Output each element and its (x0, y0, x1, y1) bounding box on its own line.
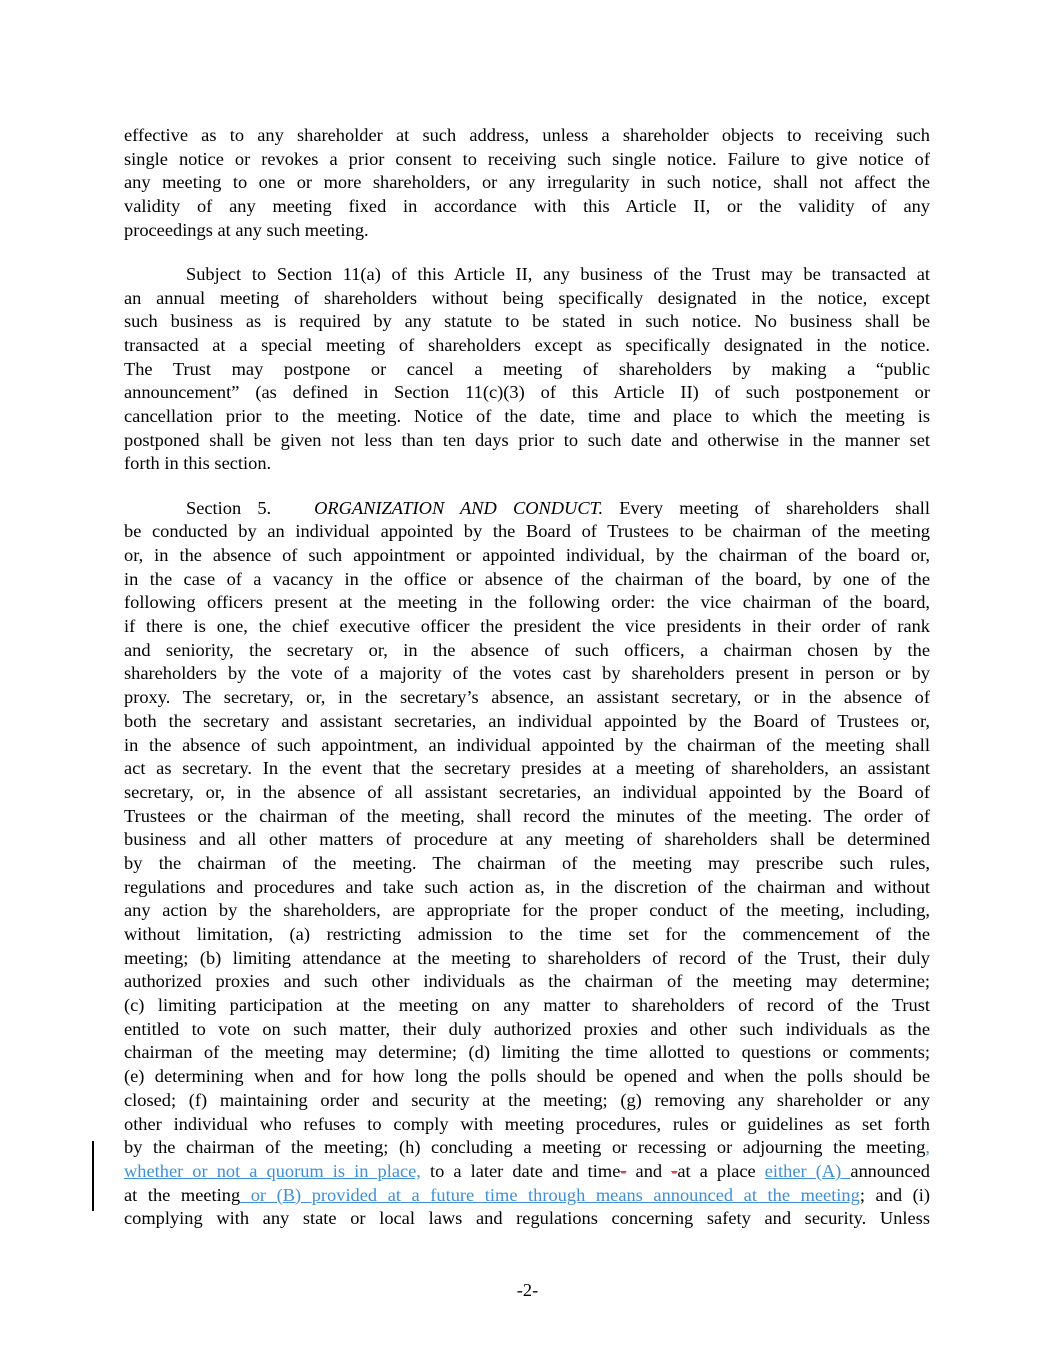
text-line: Trustees or the chairman of the meeting, shall record the minutes of the meeting. The order of (124, 805, 930, 826)
text-run: announced (850, 1160, 930, 1181)
text-line: regulations and procedures and take such action as, in the discretion of the chairman and without (124, 876, 930, 897)
inserted-text: whether or not a quorum is in place, (124, 1160, 421, 1181)
paragraph-business-notice (124, 263, 930, 476)
text-line: effective as to any shareholder at such address, unless a shareholder objects to receiving such (124, 125, 930, 145)
text-line: The Trust may postpone or cancel a meeting of shareholders by making a “public (124, 358, 930, 379)
text-line: (e) determining when and for how long the polls should be opened and when the polls should be (124, 1066, 930, 1087)
text-line: cancellation prior to the meeting. Notice of the date, time and place to which the meeting is (124, 406, 930, 427)
text-line: such business as is required by any statute to be stated in such notice. No business shall be (124, 311, 930, 332)
text-line: be conducted by an individual appointed by the Board of Trustees to be chairman of the meeting (124, 521, 930, 542)
text-line: other individual who refuses to comply with meeting procedures, rules or guidelines as set forth (124, 1113, 930, 1134)
text-line: validity of any meeting fixed in accordance with this Article II, or the validity of any (124, 196, 930, 217)
inserted-text: , (925, 1137, 930, 1158)
document-page (124, 124, 930, 1231)
text-line: business and all other matters of procedure at any meeting of shareholders shall be determined (124, 829, 930, 850)
text-line: an annual meeting of shareholders without being specifically designated in the notice, except (124, 287, 930, 308)
redline-line (124, 1136, 930, 1160)
text-line: both the secretary and assistant secretaries, an individual appointed by the Board of Trustees or, (124, 710, 930, 731)
text-line: meeting; (b) limiting attendance at the meeting to shareholders of record of the Trust, their duly (124, 947, 930, 968)
text-line-content: Subject to Section 11(a) of this Article II, any business of the Trust may be transacted at (186, 263, 930, 284)
text-line: authorized proxies and such other individuals as the chairman of the meeting may determine; (124, 971, 930, 992)
paragraph-continuation (124, 124, 930, 242)
text-line: chairman of the meeting may determine; (d) limiting the time allotted to questions or comments; (124, 1042, 930, 1063)
text-line: act as secretary. In the event that the secretary presides at a meeting of shareholders, an assistant (124, 758, 930, 779)
text-line: transacted at a special meeting of shareholders except as specifically designated in the notice. (124, 335, 930, 355)
text-line: single notice or revokes a prior consent to receiving such single notice. Failure to give notice of (124, 148, 930, 169)
revision-change-bar (92, 1141, 94, 1211)
text-line: if there is one, the chief executive officer the president the vice presidents in their order of rank (124, 616, 930, 637)
text-run: at the meeting (124, 1184, 241, 1205)
text-line: entitled to vote on such matter, their duly authorized proxies and other such individuals as the (124, 1018, 930, 1039)
text-line: in the absence of such appointment, an individual appointed by the chairman of the meeting shall (124, 734, 930, 755)
text-run: and (626, 1160, 672, 1181)
text-line: postponed shall be given not less than ten days prior to such date and otherwise in the manner set (124, 429, 930, 450)
section-heading: ORGANIZATION AND CONDUCT. (314, 497, 604, 518)
text-line: announcement” (as defined in Section 11(c)(3) of this Article II) of such postponement or (124, 382, 930, 403)
section-heading-line (124, 497, 930, 521)
text-line: or, in the absence of such appointment or appointed individual, by the chairman of the board or, (124, 545, 930, 565)
text-line: shareholders by the vote of a majority of the votes cast by shareholders present in person or by (124, 663, 930, 684)
text-line: by the chairman of the meeting. The chairman of the meeting may prescribe such rules, (124, 852, 930, 873)
text-line: without limitation, (a) restricting admission to the time set for the commencement of the (124, 924, 930, 944)
text-line: proceedings at any such meeting. (124, 219, 369, 240)
section-5-organization-and-conduct (124, 497, 930, 1231)
page-number: -2- (516, 1280, 539, 1300)
text-run: to a later date and time (420, 1160, 621, 1181)
text-run: at a place (677, 1160, 765, 1181)
text-line: following officers present at the meeting in the following order: the vice chairman of the board, (124, 592, 930, 613)
text-line: any action by the shareholders, are appropriate for the proper conduct of the meeting, including, (124, 900, 930, 921)
text-run: ; and (i) (859, 1184, 930, 1205)
redline-line (124, 1184, 930, 1208)
text-line: in the case of a vacancy in the office or absence of the chairman of the board, by one of the (124, 568, 930, 589)
inserted-text: either (A) (764, 1160, 851, 1181)
text-line (124, 263, 930, 287)
deleted-text: - (671, 1160, 678, 1181)
section-label: Section 5. (186, 497, 272, 518)
text-line: forth in this section. (124, 453, 272, 474)
text-line: closed; (f) maintaining order and security at the meeting; (g) removing any shareholder or any (124, 1089, 930, 1110)
text-line-content: by the chairman of the meeting; (h) concluding a meeting or recessing or adjourning the meeting (124, 1137, 926, 1158)
text-line: and seniority, the secretary or, in the absence of such officers, a chairman chosen by the (124, 639, 930, 660)
inserted-text: or (B) provided at a future time through means announced at the meeting (240, 1184, 860, 1205)
text-line: secretary, or, in the absence of all assistant secretaries, an individual appointed by the Board of (124, 781, 930, 802)
text-line: any meeting to one or more shareholders, or any irregularity in such notice, shall not affect the (124, 172, 930, 193)
text-line-content: Every meeting of shareholders shall (619, 497, 930, 518)
redline-line (124, 1160, 930, 1184)
text-line: proxy. The secretary, or, in the secretary’s absence, an assistant secretary, or in the absence of (124, 687, 930, 708)
text-line: (c) limiting participation at the meeting on any matter to shareholders of record of the Trust (124, 995, 930, 1016)
deleted-text: - (620, 1160, 627, 1181)
text-line: complying with any state or local laws and regulations concerning safety and security. Unless (124, 1208, 930, 1229)
